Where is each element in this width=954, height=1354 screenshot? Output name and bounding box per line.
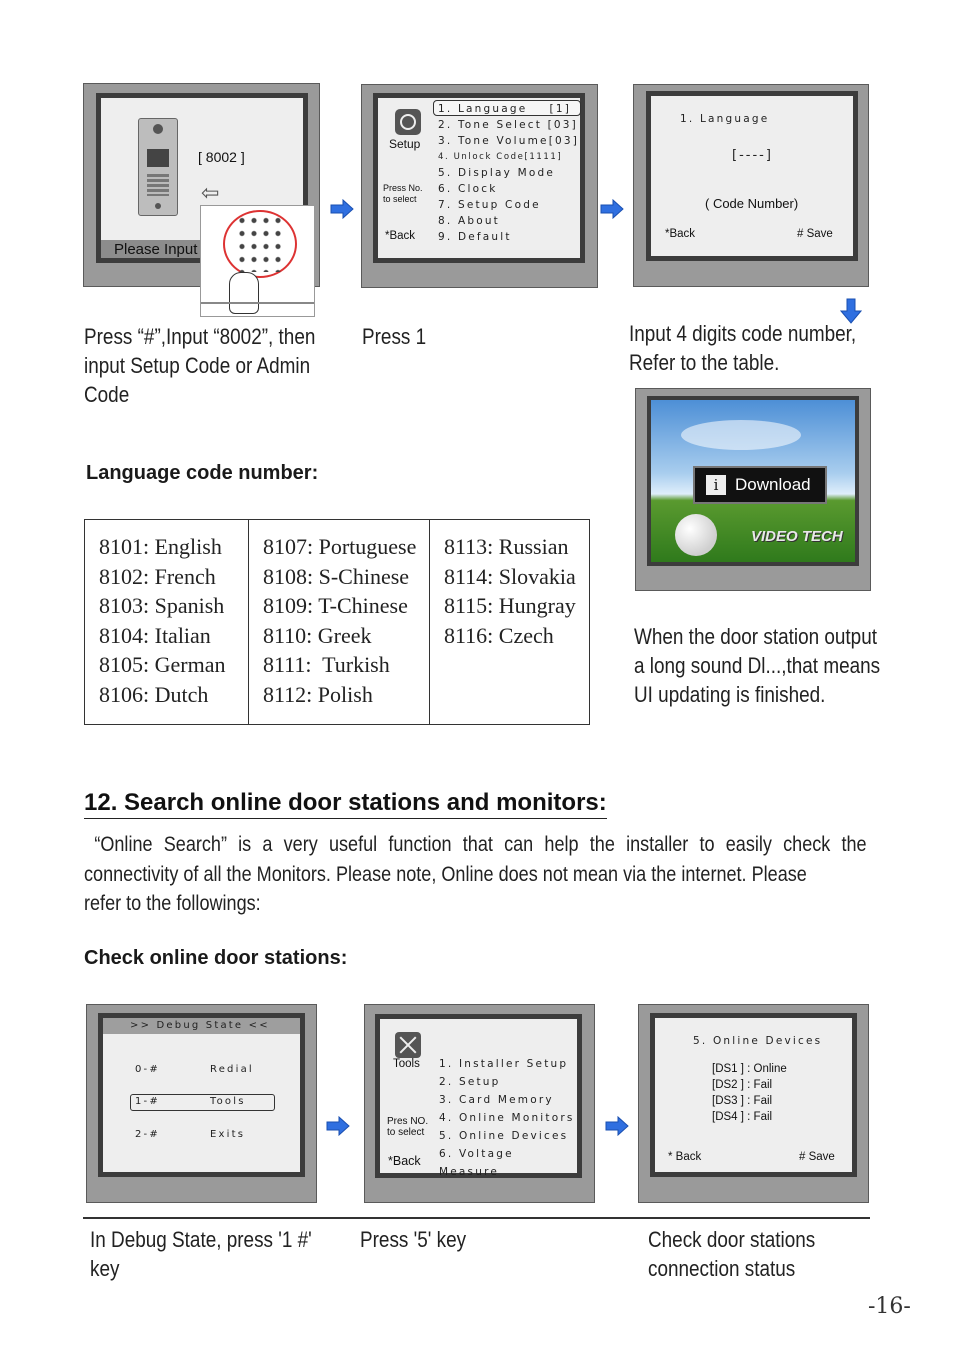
language-table	[84, 519, 590, 725]
menu-item[interactable]: 3. Card Memory	[439, 1094, 554, 1106]
caption-debug: In Debug State, press '1 #' key	[90, 1227, 312, 1281]
brand-logo: VIDEO TECH	[751, 528, 843, 545]
save-label: # Save	[797, 228, 833, 240]
menu-item[interactable]: 8. About	[438, 215, 500, 227]
menu-item[interactable]: 4. Online Monitors	[439, 1112, 575, 1124]
menu-item[interactable]: 5. Display Mode	[438, 167, 556, 179]
online-title: 5. Online Devices	[693, 1035, 823, 1047]
menu-item[interactable]: 1. Installer Setup	[439, 1058, 569, 1070]
caption-step3: Input 4 digits code number, Refer to the table.	[629, 321, 857, 375]
tools-menu	[439, 1055, 577, 1181]
menu-item[interactable]: 1. Language [1]	[438, 103, 571, 115]
to-select-label: to select	[387, 1127, 425, 1138]
info-icon: i	[706, 475, 726, 495]
check-heading: Check online door stations:	[84, 947, 348, 969]
setup-icon	[395, 109, 421, 135]
setup-label: Setup	[389, 137, 421, 151]
screen2	[373, 93, 585, 263]
online-screen	[650, 1013, 857, 1177]
back-label: *Back	[665, 228, 696, 240]
code-number-label: ( Code Number)	[705, 196, 799, 211]
press-no-label: Press No.	[383, 183, 423, 193]
language-col-3: 8113: Russian 8114: Slovakia 8115: Hungray 8116: Czech	[430, 520, 590, 725]
debug-key: 1-#	[135, 1096, 160, 1107]
device-status: [DS3 ] : Fail	[712, 1095, 773, 1107]
menu-item[interactable]: 5. Online Devices	[439, 1130, 569, 1142]
device-status: [DS4 ] : Fail	[712, 1111, 773, 1123]
menu-item[interactable]: 3. Tone Volume[03]	[438, 135, 580, 147]
menu-item[interactable]: 2. Tone Select [03]	[438, 119, 578, 131]
to-select-label: to select	[383, 194, 417, 204]
caption-step4: When the door station output a long sound Dl...,that means UI updating is finished.	[634, 624, 881, 707]
debug-title: >> Debug State <<	[130, 1020, 270, 1031]
save-label: # Save	[799, 1151, 835, 1163]
download-label: Download	[735, 475, 811, 494]
menu-item[interactable]: 7. Setup Code	[438, 199, 541, 211]
left-arrow-icon: ⇦	[201, 180, 220, 205]
keypad-icon	[200, 205, 315, 317]
screen1-code: [ 8002 ]	[198, 149, 245, 165]
screen3	[646, 91, 858, 261]
menu-item[interactable]: 6. Clock	[438, 183, 498, 195]
right-arrow-icon	[326, 1116, 350, 1136]
debug-label[interactable]: Exits	[210, 1129, 246, 1140]
back-label: *Back	[388, 1154, 421, 1168]
finger-icon	[229, 272, 259, 314]
tools-label: Tools	[393, 1058, 420, 1070]
caption-check: Check door stations connection status	[648, 1227, 816, 1281]
tools-screen	[375, 1014, 582, 1178]
setup-menu	[438, 101, 579, 245]
language-heading: Language code number:	[86, 462, 319, 484]
divider	[83, 1217, 870, 1219]
debug-label[interactable]: Redial	[210, 1064, 254, 1075]
debug-key: 0-#	[135, 1064, 160, 1075]
back-label: *Back	[385, 230, 416, 242]
device-status: [DS1 ] : Online	[712, 1063, 787, 1075]
right-arrow-icon	[600, 199, 624, 219]
debug-label[interactable]: Tools	[210, 1096, 246, 1107]
caption-press5: Press '5' key	[360, 1227, 467, 1252]
menu-item[interactable]: 6. Voltage Measure	[439, 1148, 514, 1178]
download-badge[interactable]	[693, 466, 827, 504]
menu-item[interactable]: 4. Unlock Code[1111]	[438, 152, 563, 162]
menu-item[interactable]: 9. Default	[438, 231, 512, 243]
language-col-2: 8107: Portuguese 8108: S-Chinese 8109: T-Chinese 8110: Greek 8111: Turkish 8112: Polish	[249, 520, 430, 725]
language-col-1: 8101: English 8102: French 8103: Spanish 8104: Italian 8105: German 8106: Dutch	[85, 520, 249, 725]
menu-item[interactable]: 2. Setup	[439, 1076, 501, 1088]
code-input[interactable]: [----]	[732, 148, 773, 163]
tools-icon	[395, 1032, 421, 1058]
golf-ball-icon	[675, 514, 717, 556]
debug-key: 2-#	[135, 1129, 160, 1140]
screen1-prompt: Please Input	[114, 241, 198, 258]
caption-step1: Press “#”,Input “8002”, then input Setup Code or Admin Code	[84, 324, 316, 407]
caption-step2: Press 1	[362, 324, 427, 349]
back-label: * Back	[668, 1151, 702, 1163]
device-status: [DS2 ] : Fail	[712, 1079, 773, 1091]
download-screen	[647, 396, 859, 566]
online-status-list	[712, 1061, 787, 1125]
language-title: 1. Language	[680, 113, 770, 125]
page-number: -16-	[868, 1294, 911, 1319]
right-arrow-icon	[330, 199, 354, 219]
press-no-label: Pres NO.	[387, 1116, 429, 1127]
door-station-icon	[138, 118, 178, 216]
intro-paragraph: “Online Search” is a very useful function that can help the installer to easily check the connectivity of all the Monitors. Please note, Online does not mean via the internet. Please refer to the followings:	[84, 833, 867, 915]
debug-screen	[98, 1013, 305, 1177]
section-title: 12. Search online door stations and monitors:	[84, 789, 607, 819]
right-arrow-icon	[605, 1116, 629, 1136]
